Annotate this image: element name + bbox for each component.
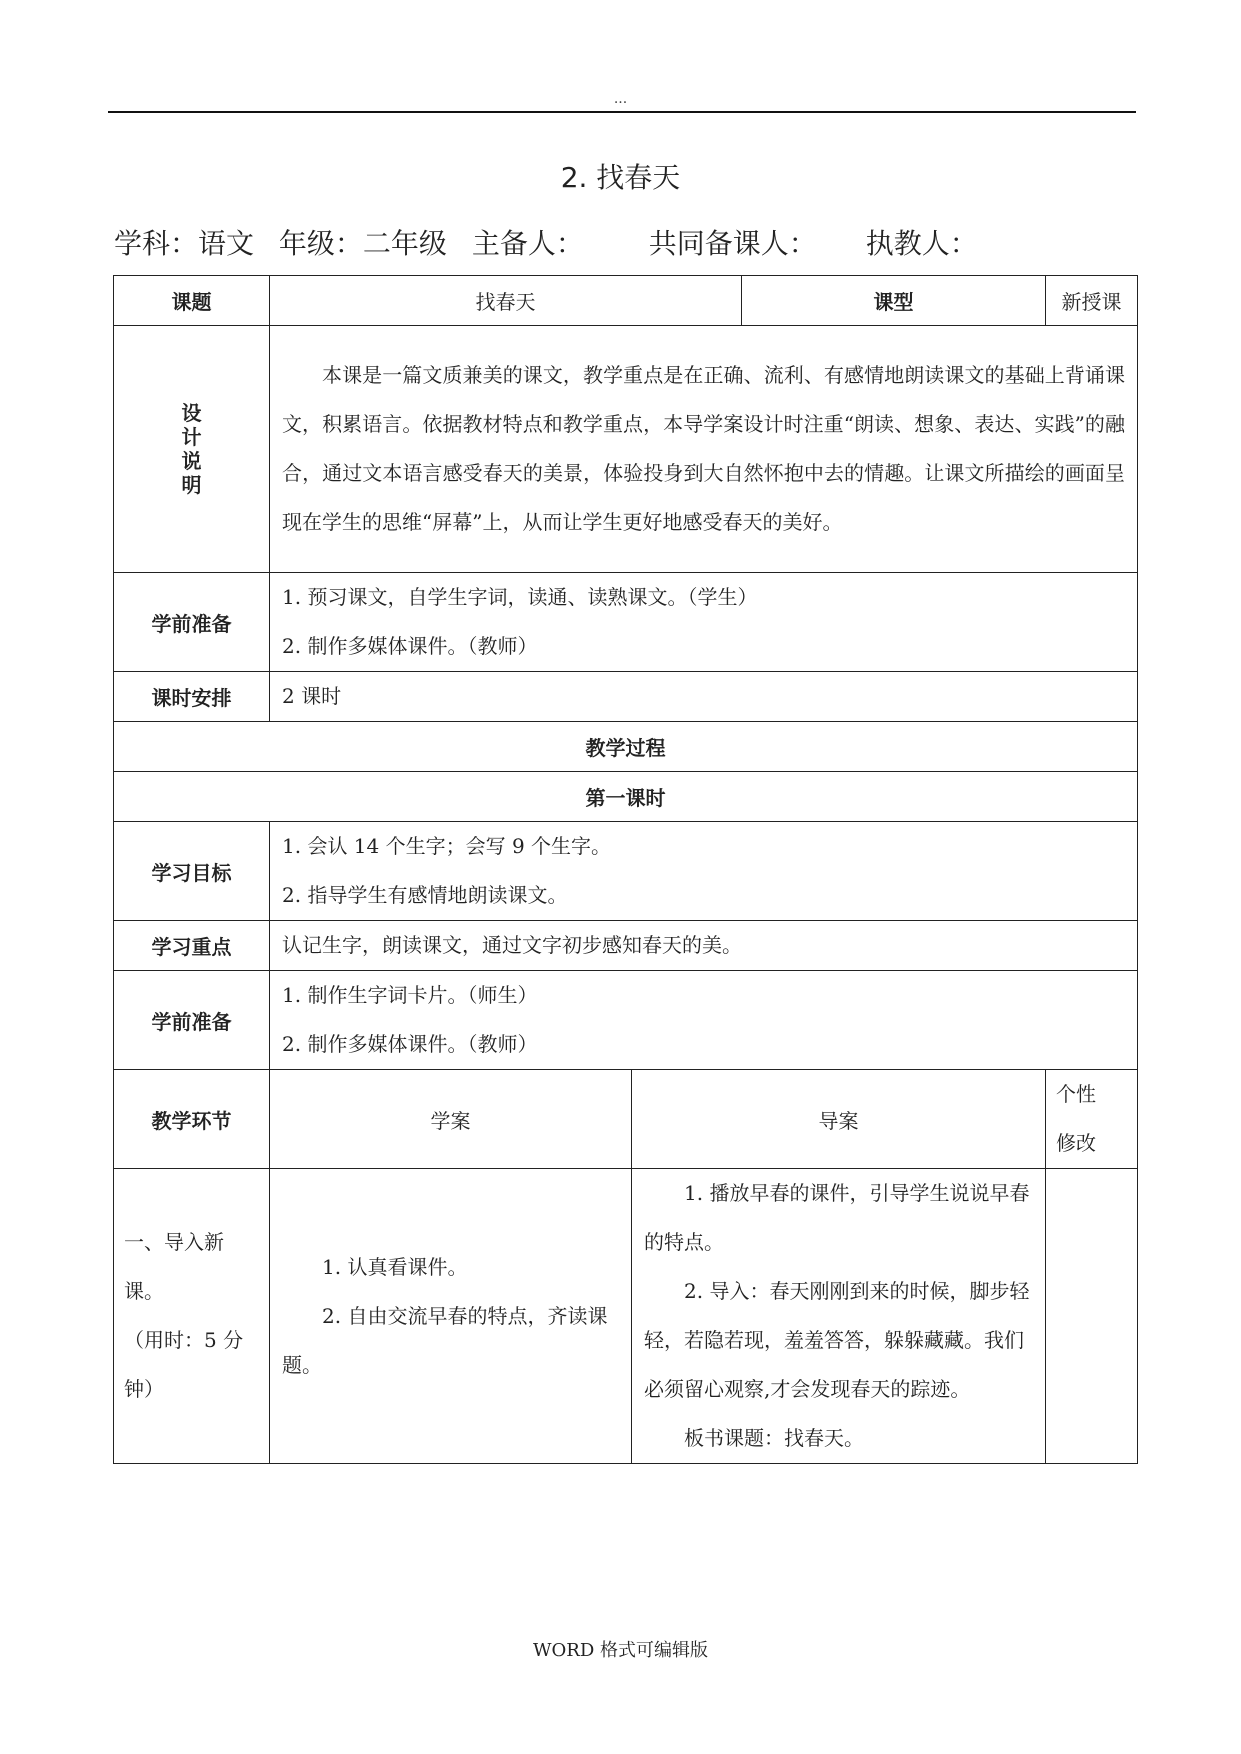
meta-teacher: 执教人：	[865, 227, 978, 260]
table-row	[114, 971, 1138, 1070]
footer-note: WORD 格式可编辑版	[533, 1640, 708, 1661]
table-row	[114, 672, 1138, 722]
prep2-label: 学前准备	[114, 971, 270, 1070]
topic-label: 课题	[114, 276, 270, 326]
hours-label: 课时安排	[114, 672, 270, 722]
table-row	[114, 722, 1138, 772]
table-row	[114, 1070, 1138, 1169]
meta-subject: 学科：语文	[114, 227, 255, 260]
type-value: 新授课	[1046, 276, 1138, 326]
meta-co: 共同备课人：	[648, 227, 817, 260]
focus-label: 学习重点	[114, 921, 270, 971]
study-header: 学案	[270, 1070, 632, 1169]
meta-lead: 主备人：	[471, 227, 584, 260]
goal-label: 学习目标	[114, 822, 270, 921]
design-text: 本课是一篇文质兼美的课文，教学重点是在正确、流利、有感情地朗读课文的基础上背诵课文，积累语言。依据教材特点和教学重点，本导学案设计时注重“朗读、想象、表达、实践”的融合，通过文本语言感受春天的美景，体验投身到大自然怀抱中去的情趣。让课文所描绘的画面呈现在学生的思维“屏幕”上，从而让学生更好地感受春天的美好。	[270, 326, 1138, 573]
stage1-cell: 一、导入新课。 （用时：5 分 钟）	[114, 1169, 270, 1464]
topic-value: 找春天	[270, 276, 742, 326]
table-row	[114, 573, 1138, 672]
goal-content: 1. 会认 14 个生字；会写 9 个生字。 2. 指导学生有感情地朗读课文。	[270, 822, 1138, 921]
prep2-content: 1. 制作生字词卡片。（师生） 2. 制作多媒体课件。（教师）	[270, 971, 1138, 1070]
guide-header: 导案	[632, 1070, 1046, 1169]
table-row	[114, 772, 1138, 822]
study1-cell: 1. 认真看课件。 2. 自由交流早春的特点，齐读课题。	[270, 1169, 632, 1464]
table-row	[114, 1169, 1138, 1464]
lesson-plan-table	[113, 275, 1138, 1464]
table-row	[114, 921, 1138, 971]
header-mark: ...	[613, 91, 628, 107]
hours-value: 2 课时	[270, 672, 1138, 722]
header-rule	[108, 111, 1136, 113]
meta-line	[114, 224, 1114, 264]
focus-value: 认记生字，朗读课文，通过文字初步感知春天的美。	[270, 921, 1138, 971]
table-row	[114, 822, 1138, 921]
personal1-cell	[1046, 1169, 1138, 1464]
period-label: 第一课时	[114, 772, 1138, 822]
stage-header: 教学环节	[114, 1070, 270, 1169]
design-label: 设 计 说 明	[114, 326, 270, 573]
page-title: 2. 找春天	[560, 161, 681, 194]
type-label: 课型	[742, 276, 1046, 326]
table-row	[114, 326, 1138, 573]
meta-grade: 年级：二年级	[278, 227, 447, 260]
table-row	[114, 276, 1138, 326]
personal-header: 个性 修改	[1046, 1070, 1138, 1169]
prep1-label: 学前准备	[114, 573, 270, 672]
guide1-cell: 1. 播放早春的课件，引导学生说说早春的特点。 2. 导入：春天刚刚到来的时候，脚步轻轻，若隐若现，羞羞答答，躲躲藏藏。我们必须留心观察,才会发现春天的踪迹。 板书课题：找春天。	[632, 1169, 1046, 1464]
prep1-content: 1. 预习课文，自学生字词，读通、读熟课文。（学生） 2. 制作多媒体课件。（教师）	[270, 573, 1138, 672]
process-label: 教学过程	[114, 722, 1138, 772]
